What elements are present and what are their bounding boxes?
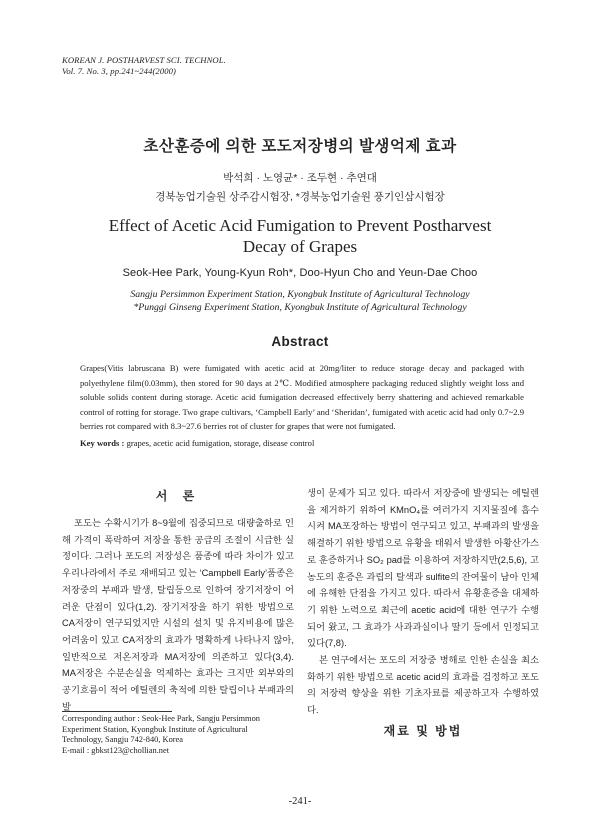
korean-title: 초산훈증에 의한 포도저장병의 발생억제 효과 <box>143 138 457 155</box>
page-number: -241- <box>288 796 312 807</box>
intro-right-column <box>307 485 539 719</box>
keywords <box>80 438 524 448</box>
english-title <box>0 215 600 257</box>
english-authors: Seok-Hee Park, Young-Kyun Roh*, Doo-Hyun Cho and Yeun-Dae Choo <box>122 267 478 279</box>
methods-heading: 재료 및 방법 <box>383 724 463 738</box>
footnote-line4: E-mail : gbkst123@chollian.net <box>62 745 170 755</box>
intro-paragraph-1-continued: 생이 문제가 되고 있다. 따라서 저장중에 발생되는 에틸렌을 제거하기 위하여 KMnO₄를 여러가지 지지물질에 흡수시켜 MA포장하는 방법이 연구되고 있고, 부패과의 발생을 해결하기 위한 방법으로 유황을 태워서 발생한 아황산가스로 훈증하거나 SO₂ pad를 이용하여 저장하지만(2,5,6), 고농도의 훈증은 과립의 탈색과 sulfite의 잔여물이 남아 인체에 유해한 단점을 가지고 있다. 따라서 유황훈증을 대체하기 위한 노력으로 최근에 acetic acid에 대한 연구가 수행되어 왔고, 그 효과가 사과과실이나 딸기 등에서 인정되고 있다(7,8). <box>307 488 539 649</box>
footnote-line2: Experiment Station, Kyongbuk Institute of Agricultural <box>62 724 248 734</box>
keywords-label: Key words : <box>80 438 125 448</box>
english-title-line2: Decay of Grapes <box>242 237 358 256</box>
korean-affiliation: 경북농업기술원 상주감시험장, *경북농업기술원 풍기인삼시험장 <box>155 191 445 203</box>
affiliation-line2: *Punggi Ginseng Experiment Station, Kyongbuk Institute of Agricultural Technology <box>133 301 467 313</box>
journal-name: KOREAN J. POSTHARVEST SCI. TECHNOL. <box>62 55 226 65</box>
intro-paragraph-2: 본 연구에서는 포도의 저장중 병해로 인한 손실을 최소화하기 위한 방법으로 acetic acid의 효과를 검정하고 포도의 저장력 향상을 위한 기초자료를 제공하고자 수행하였다. <box>307 655 539 716</box>
journal-header <box>62 55 226 77</box>
footnote-line1: Corresponding author : Seok-Hee Park, Sangju Persimmon <box>62 714 260 723</box>
intro-left-column <box>62 515 294 715</box>
footnote-rule <box>62 711 172 712</box>
abstract-body: Grapes(Vitis labruscana B) were fumigated with acetic acid at 20mg/liter to reduce storage decay and packaged with polyethylene film(0.03mm), then stored for 90 days at 2℃. Modified atmosphere packaging reduced slightly weight loss and soluble solids content during storage. Acetic acid fumigation decreased effectively berry shattering and achieved remarkable control of rotting for storage. Two grape cultivars, ‘Campbell Early’ and ‘Sheridan’, fumigated with acetic acid had only 0.7~2.9 berries rot compared with 8.3~27.6 berries rot of cluster for grapes that were not fumigated. <box>80 363 524 432</box>
footnote <box>62 714 307 756</box>
intro-heading: 서 론 <box>155 489 201 503</box>
korean-authors: 박석희 · 노영균* · 조두현 · 추연대 <box>223 172 377 184</box>
keywords-text: grapes, acetic acid fumigation, storage, disease control <box>126 438 315 448</box>
footnote-line3: Technology, Sangju 742-840, Korea <box>62 735 183 745</box>
journal-volume: Vol. 7. No. 3, pp.241~244(2000) <box>62 66 176 76</box>
intro-paragraph-1: 포도는 수확시기가 8~9월에 집중되므로 대량출하로 인해 가격이 폭락하여 저장을 통한 공급의 조절이 시급한 실정이다. 그러나 포도의 저장성은 품종에 따라 차이가 있고 우리나라에서 주로 재배되고 있는 ‘Campbell Early’품종은 저장중의 부패과 발생, 탈립등으로 인하여 장기저장이 어려운 단점이 있다(1,2). 장기저장을 하기 위한 방법으로 CA저장이 연구되었지만 시설의 설치 및 유지비용에 많은 어려움이 있고 CA저장의 효과가 명확하게 나타나지 않아, 일반적으로 저온저장과 MA저장에 의존하고 있다(3,4). MA저장은 수분손실을 억제하는 효과는 크지만 외부와의 공기흐름이 적어 에틸렌의 축적에 의한 탈립이나 부패과의 발 <box>62 518 294 712</box>
abstract-heading: Abstract <box>271 334 329 349</box>
english-affiliation <box>0 289 600 314</box>
english-title-line1: Effect of Acetic Acid Fumigation to Prevent Postharvest <box>108 216 492 235</box>
affiliation-line1: Sangju Persimmon Experiment Station, Kyongbuk Institute of Agricultural Technology <box>130 289 470 300</box>
